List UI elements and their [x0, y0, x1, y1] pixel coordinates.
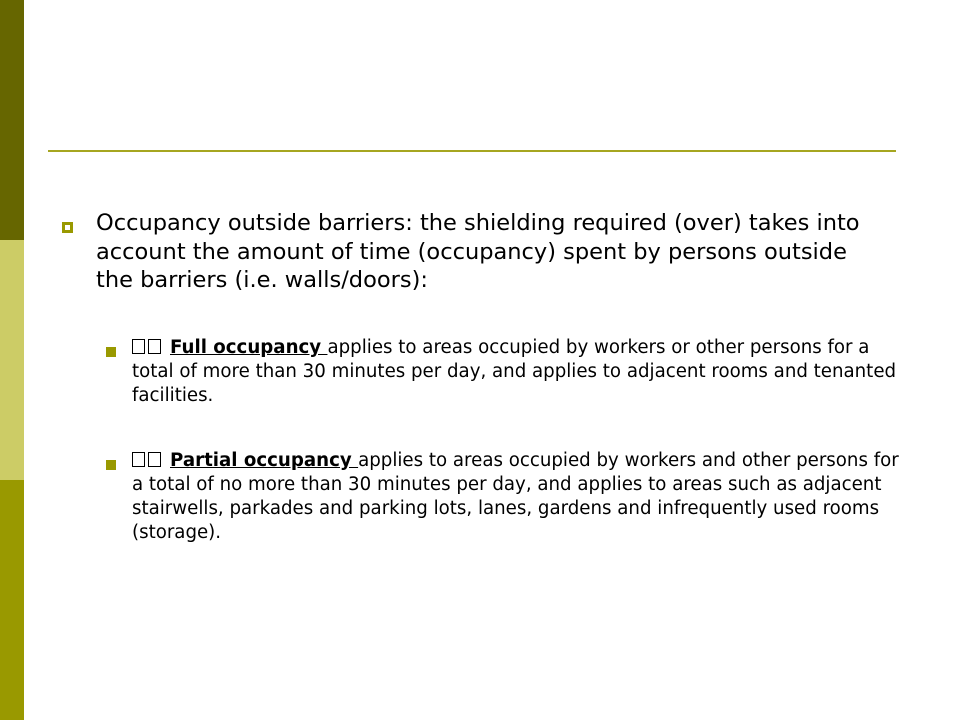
main-bullet-text: Occupancy outside barriers: the shielding required (over) takes into account the amount of time (occupancy) spent by persons outside the barriers (i.e. walls/doors):: [96, 210, 860, 293]
filled-square-bullet-icon: [106, 347, 116, 357]
title-divider-line: [48, 150, 896, 152]
missing-glyph-icon: [132, 339, 145, 354]
missing-glyph-icon: [148, 452, 161, 467]
missing-glyph-icon: [148, 339, 161, 354]
term-full-occupancy: Full occupancy: [170, 337, 328, 358]
sub-bullet-full-occupancy: [132, 336, 912, 408]
definition-partial-occupancy: applies to areas occupied by workers and other persons for a total of no more than 30 minutes per day, and applies to areas such as adjacent stairwells, parkades and parking lots, lanes, gardens and infrequently used rooms (storage).: [132, 450, 899, 543]
term-partial-occupancy: Partial occupancy: [170, 450, 359, 471]
hollow-square-bullet-icon: [62, 222, 73, 233]
filled-square-bullet-icon: [106, 460, 116, 470]
sidebar-stripe-middle: [0, 240, 24, 480]
sidebar-stripe-top: [0, 0, 24, 240]
missing-glyph-icon: [132, 452, 145, 467]
definition-full-occupancy: applies to areas occupied by workers or other persons for a total of more than 30 minutes per day, and applies to adjacent rooms and tenanted facilities.: [132, 337, 897, 406]
sub-bullet-partial-occupancy: [132, 449, 912, 545]
sidebar-stripe-bottom: [0, 480, 24, 720]
